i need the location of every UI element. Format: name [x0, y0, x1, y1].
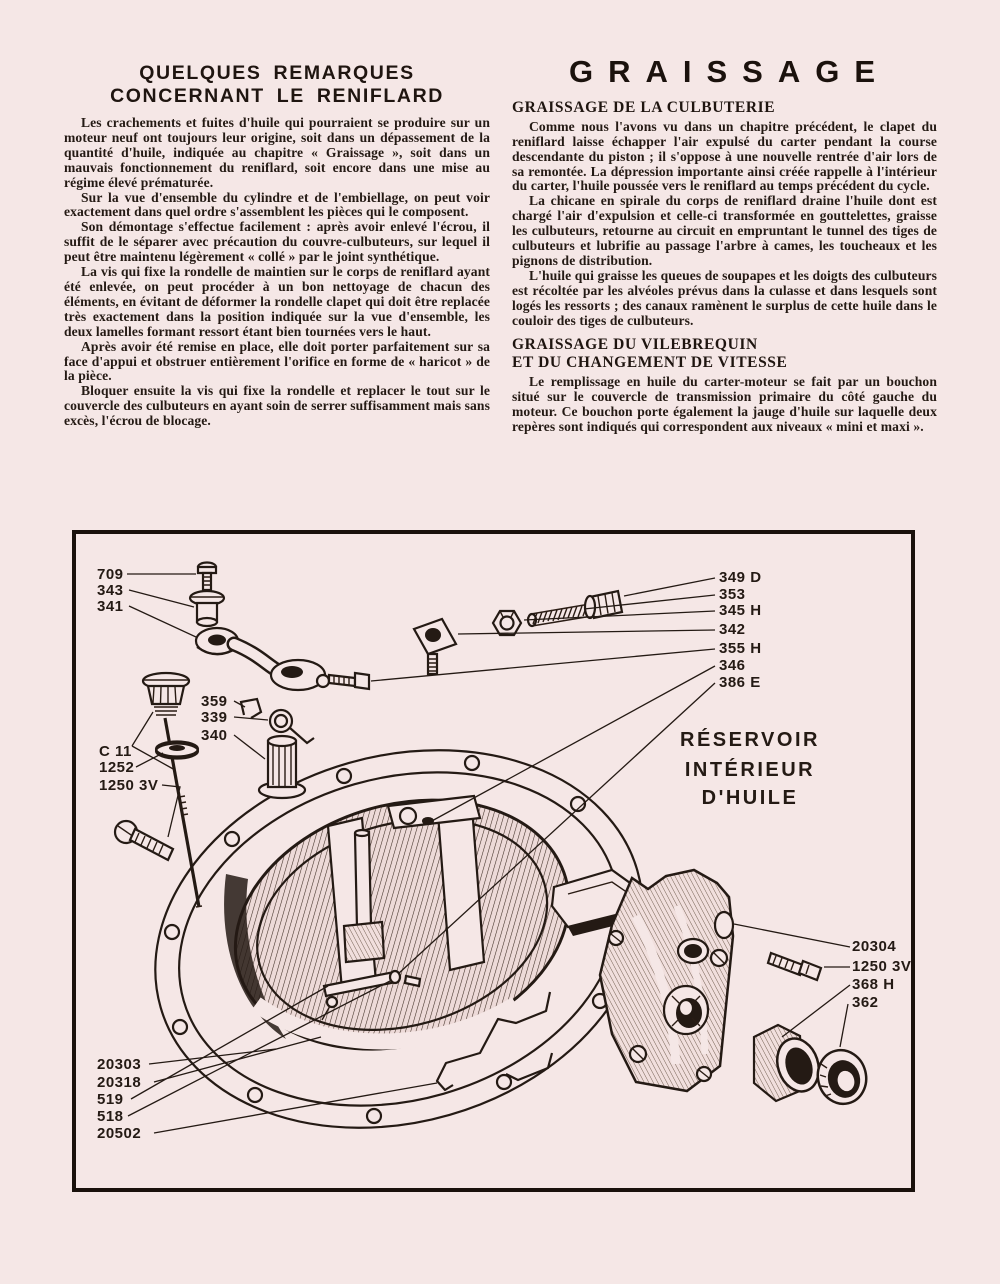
hook-359-part [241, 699, 261, 718]
part-label-709: 709 [97, 566, 124, 583]
reservoir-caption-line2: INTÉRIEUR [684, 759, 816, 781]
exploded-diagram-frame [72, 530, 915, 1192]
part-label-341: 341 [97, 598, 124, 615]
paragraph: Bloquer ensuite la vis qui fixe la rondelle et replacer le tout sur le couvercle des culbuteurs en ayant soin de serrer suffisamment mais sans excès, l'écrou de blocage. [64, 383, 490, 429]
plug-340-part [259, 736, 305, 798]
left-heading [64, 62, 490, 108]
left-column [64, 62, 490, 429]
part-label-20502: 20502 [97, 1125, 142, 1142]
paragraph: L'huile qui graisse les queues de soupapes et les doigts des culbuteurs est récoltée par les alvéoles prévus dans la culasse et dans lesquels sont logés les ressorts ; des canaux ramènent le surplus de cette huile dans le couloir des tiges de culbuteurs. [512, 267, 937, 328]
part-label-519: 519 [97, 1091, 124, 1108]
part-label-359: 359 [201, 693, 228, 710]
part-label-362: 362 [852, 994, 879, 1011]
paragraph: La chicane en spirale du corps de reniflard draine l'huile dont est chargé l'air d'expulsion et celle-ci transformée en gouttelettes, graisse les culbuteurs, retourne au circuit en empruntant le tunnel des tiges de culbuteurs et lubrifie au passage l'arbre à cames, les toucheaux et les pignons de distribution. [512, 193, 937, 268]
part-label-1250-3v-right: 1250 3V [852, 958, 911, 975]
left-heading-line1: QUELQUES REMARQUES [139, 62, 415, 84]
part-label-353: 353 [719, 586, 746, 603]
spring-353-part [528, 604, 592, 626]
cap-343-part [190, 591, 224, 626]
part-label-355h: 355 H [719, 640, 762, 657]
union-349d-part [585, 591, 622, 618]
left-heading-line2: CONCERNANT LE RENIFLARD [110, 85, 444, 107]
paragraph: Sur la vue d'ensemble du cylindre et de l'embiellage, on peut voir exactement dans quel ordre s'assemblent les pièces qui le composent. [64, 189, 490, 220]
reservoir-caption-line3: D'HUILE [701, 787, 799, 809]
bolt-1250-right-part [768, 953, 821, 980]
paragraph: Le remplissage en huile du carter-moteur se fait par un bouchon situé sur le couvercle de transmission primaire du côté gauche du moteur. Ce bouchon porte également la jauge d'huile sur laquelle deux repères sont indiqués qui correspondent aux niveaux « mini et maxi ». [512, 374, 937, 434]
right-column [512, 56, 937, 435]
exploded-diagram [76, 534, 911, 1188]
paragraph: La vis qui fixe la rondelle de maintien sur le corps de reniflard ayant été enlevée, on peut procéder à un bon nettoyage de chacun des éléments, en évitant de déformer la rondelle clapet qui doit être replacée très exactement dans la position indiquée sur la vue d'ensemble, les deux lamelles formant ressort étant bien tournées vers le haut. [64, 264, 490, 339]
section-heading-vilebrequin [512, 336, 937, 373]
part-label-368h: 368 H [852, 976, 895, 993]
part-label-518: 518 [97, 1108, 124, 1125]
bearing-ring-362-part [812, 1045, 872, 1109]
paragraph: Son démontage s'effectue facilement : après avoir enlevé l'écrou, il suffit de le séparer avec précaution du couvre-culbuteurs, sur lequel il peut être maintenu légèrement « collé » par le joint synthétique. [64, 219, 490, 265]
part-label-346: 346 [719, 657, 746, 674]
breather-arm-341-part [196, 628, 369, 690]
washer-1252-part [156, 742, 198, 759]
part-label-345h: 345 H [719, 602, 762, 619]
paragraph: Comme nous l'avons vu dans un chapitre précédent, le clapet du reniflard laisse échapper l'air expulsé du carter pendant la course descendante du piston ; il s'oppose à une nouvelle rentrée d'air lors de sa remontée. La dépression importante ainsi créée rappelle à l'intérieur du carter, l'huile poussée vers le reniflard au temps précédent du cycle. [512, 118, 937, 194]
part-label-20303: 20303 [97, 1056, 142, 1073]
part-label-1252: 1252 [99, 759, 135, 776]
timing-cover [110, 695, 688, 1184]
part-label-20304: 20304 [852, 938, 897, 955]
part-label-343: 343 [97, 582, 124, 599]
part-label-342: 342 [719, 621, 746, 638]
nut-345h-part [493, 611, 521, 635]
section-heading-culbuterie: GRAISSAGE DE LA CULBUTERIE [512, 98, 776, 116]
part-label-340: 340 [201, 727, 228, 744]
paragraph: Après avoir été remise en place, elle doit porter parfaitement sur sa face d'appui et obstruer entièrement l'orifice en forme de « haricot » de la pièce. [64, 338, 490, 384]
page-title: GRAISSAGE [568, 54, 891, 89]
part-label-c11: C 11 [99, 743, 132, 760]
bushing-368h-part [754, 1025, 825, 1101]
adjuster-342-part [414, 619, 456, 674]
part-label-386e: 386 E [719, 674, 761, 691]
section-heading-line1: GRAISSAGE DU VILEBREQUIN [512, 335, 758, 353]
paragraph: Les crachements et fuites d'huile qui pourraient se produire sur un moteur neuf ont toujours leur origine, soit dans un dépassement de la quantité d'huile, indiquée au chapitre « Graissage », soit dans un mauvais fonctionnement du reniflard, soit encore dans une mise au régime élevé prématurée. [64, 115, 490, 190]
part-label-349d: 349 D [719, 569, 762, 586]
part-label-20318: 20318 [97, 1074, 142, 1091]
bolt-1250-left-part [115, 821, 173, 860]
reservoir-caption-line1: RÉSERVOIR [680, 729, 820, 751]
part-label-1250-3v: 1250 3V [99, 777, 159, 794]
section-heading-line2: ET DU CHANGEMENT DE VITESSE [512, 353, 788, 371]
bolt-709-part [198, 563, 216, 591]
part-label-339: 339 [201, 709, 228, 726]
